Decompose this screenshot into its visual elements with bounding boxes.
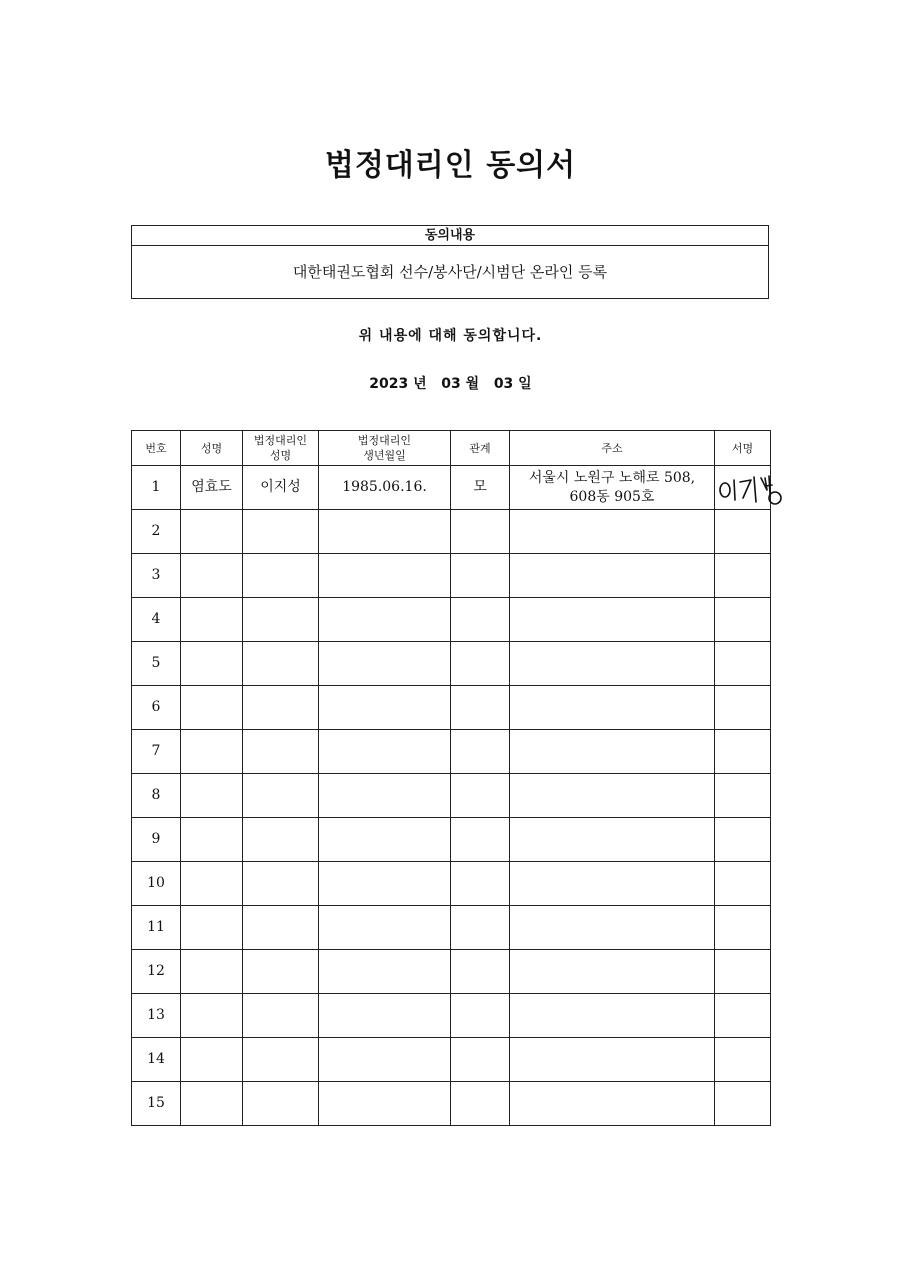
row-signature — [715, 950, 771, 994]
row-no: 7 — [132, 730, 181, 774]
row-guardian-birth — [319, 994, 451, 1038]
row-relation — [451, 862, 510, 906]
row-name — [181, 686, 243, 730]
row-signature — [715, 774, 771, 818]
header-name: 성명 — [181, 431, 243, 466]
table-body — [132, 466, 771, 1126]
row-relation — [451, 950, 510, 994]
guardian-table — [131, 430, 771, 1126]
table-row — [132, 686, 771, 730]
row-relation — [451, 818, 510, 862]
table-row — [132, 818, 771, 862]
header-guardian-birth-line1: 법정대리인 — [357, 434, 412, 447]
row-guardian-name — [243, 862, 319, 906]
row-guardian-name — [243, 686, 319, 730]
row-address — [510, 598, 715, 642]
row-guardian-birth — [319, 818, 451, 862]
table-row — [132, 862, 771, 906]
row-no: 9 — [132, 818, 181, 862]
row-signature — [715, 906, 771, 950]
row-address — [510, 510, 715, 554]
table-header-row — [132, 431, 771, 466]
row-address-line1: 서울시 노원구 노해로 508, — [528, 469, 696, 486]
header-guardian-name — [243, 431, 319, 466]
table-row — [132, 994, 771, 1038]
row-no: 10 — [132, 862, 181, 906]
row-relation — [451, 598, 510, 642]
table-row — [132, 510, 771, 554]
row-relation: 모 — [451, 466, 510, 510]
table-row — [132, 1038, 771, 1082]
row-name — [181, 1082, 243, 1126]
row-guardian-birth — [319, 950, 451, 994]
row-address — [510, 818, 715, 862]
row-name — [181, 950, 243, 994]
row-no: 6 — [132, 686, 181, 730]
row-no: 1 — [132, 466, 181, 510]
row-no: 15 — [132, 1082, 181, 1126]
consent-body: 대한태권도협회 선수/봉사단/시범단 온라인 등록 — [292, 263, 608, 281]
row-name — [181, 906, 243, 950]
date-day: 03 — [493, 376, 514, 392]
row-signature — [715, 818, 771, 862]
header-guardian-birth-line2: 생년월일 — [363, 449, 406, 462]
consent-header: 동의내용 — [132, 226, 768, 246]
row-no: 4 — [132, 598, 181, 642]
row-guardian-birth — [319, 1082, 451, 1126]
row-guardian-name: 이지성 — [243, 466, 319, 510]
row-address — [510, 554, 715, 598]
row-guardian-name — [243, 994, 319, 1038]
row-guardian-birth — [319, 1038, 451, 1082]
row-address — [510, 642, 715, 686]
row-guardian-birth — [319, 554, 451, 598]
row-relation — [451, 906, 510, 950]
row-signature — [715, 1038, 771, 1082]
agree-statement: 위 내용에 대해 동의합니다. — [358, 328, 543, 344]
row-signature — [715, 598, 771, 642]
row-guardian-name — [243, 774, 319, 818]
row-no: 11 — [132, 906, 181, 950]
row-guardian-name — [243, 730, 319, 774]
header-no: 번호 — [132, 431, 181, 466]
table-row — [132, 554, 771, 598]
header-guardian-name-line1: 법정대리인 — [253, 434, 308, 447]
table-row — [132, 906, 771, 950]
row-relation — [451, 510, 510, 554]
row-address — [510, 1082, 715, 1126]
date-day-unit: 일 — [518, 376, 532, 392]
row-address — [510, 1038, 715, 1082]
row-guardian-birth: 1985.06.16. — [319, 466, 451, 510]
row-guardian-birth — [319, 730, 451, 774]
handwritten-signature — [717, 468, 789, 508]
table-row — [132, 730, 771, 774]
header-signature: 서명 — [715, 431, 771, 466]
row-address — [510, 466, 715, 510]
row-no: 5 — [132, 642, 181, 686]
row-relation — [451, 554, 510, 598]
row-address — [510, 906, 715, 950]
row-name — [181, 730, 243, 774]
row-name — [181, 1038, 243, 1082]
row-guardian-name — [243, 1038, 319, 1082]
row-address — [510, 950, 715, 994]
table-row — [132, 1082, 771, 1126]
row-guardian-birth — [319, 862, 451, 906]
row-signature — [715, 686, 771, 730]
row-address — [510, 862, 715, 906]
row-relation — [451, 730, 510, 774]
header-relation: 관계 — [451, 431, 510, 466]
header-address: 주소 — [510, 431, 715, 466]
consent-box — [131, 225, 769, 299]
row-relation — [451, 774, 510, 818]
table-row — [132, 466, 771, 510]
row-guardian-name — [243, 1082, 319, 1126]
row-guardian-name — [243, 554, 319, 598]
row-guardian-birth — [319, 642, 451, 686]
row-guardian-name — [243, 906, 319, 950]
row-relation — [451, 1038, 510, 1082]
row-address-line2: 608동 905호 — [569, 488, 655, 505]
row-no: 3 — [132, 554, 181, 598]
row-name — [181, 818, 243, 862]
document-title: 법정대리인 동의서 — [324, 148, 577, 183]
table-row — [132, 774, 771, 818]
row-signature — [715, 642, 771, 686]
header-guardian-birth — [319, 431, 451, 466]
row-no: 14 — [132, 1038, 181, 1082]
date-month-unit: 월 — [465, 376, 480, 392]
row-name — [181, 510, 243, 554]
date-year-unit: 년 — [413, 376, 427, 392]
table-row — [132, 950, 771, 994]
row-address — [510, 774, 715, 818]
row-signature — [715, 994, 771, 1038]
row-guardian-birth — [319, 598, 451, 642]
row-signature — [715, 554, 771, 598]
row-guardian-birth — [319, 510, 451, 554]
date-line — [0, 373, 901, 395]
row-signature — [715, 466, 771, 510]
header-guardian-name-line2: 성명 — [269, 449, 292, 462]
row-name — [181, 774, 243, 818]
row-guardian-birth — [319, 774, 451, 818]
date-month: 03 — [441, 376, 461, 392]
date-year: 2023 — [369, 376, 409, 392]
row-guardian-name — [243, 950, 319, 994]
row-signature — [715, 1082, 771, 1126]
row-name — [181, 994, 243, 1038]
row-name — [181, 554, 243, 598]
row-address — [510, 686, 715, 730]
row-relation — [451, 1082, 510, 1126]
row-address — [510, 994, 715, 1038]
row-no: 13 — [132, 994, 181, 1038]
row-address — [510, 730, 715, 774]
row-no: 8 — [132, 774, 181, 818]
row-guardian-name — [243, 818, 319, 862]
row-relation — [451, 994, 510, 1038]
row-no: 2 — [132, 510, 181, 554]
row-guardian-name — [243, 598, 319, 642]
row-relation — [451, 686, 510, 730]
table-row — [132, 598, 771, 642]
row-guardian-birth — [319, 686, 451, 730]
row-name — [181, 642, 243, 686]
row-signature — [715, 510, 771, 554]
row-name — [181, 862, 243, 906]
row-name — [181, 598, 243, 642]
row-signature — [715, 862, 771, 906]
row-guardian-birth — [319, 906, 451, 950]
row-relation — [451, 642, 510, 686]
row-guardian-name — [243, 510, 319, 554]
table-row — [132, 642, 771, 686]
row-guardian-name — [243, 642, 319, 686]
row-name: 염효도 — [181, 466, 243, 510]
row-no: 12 — [132, 950, 181, 994]
row-signature — [715, 730, 771, 774]
